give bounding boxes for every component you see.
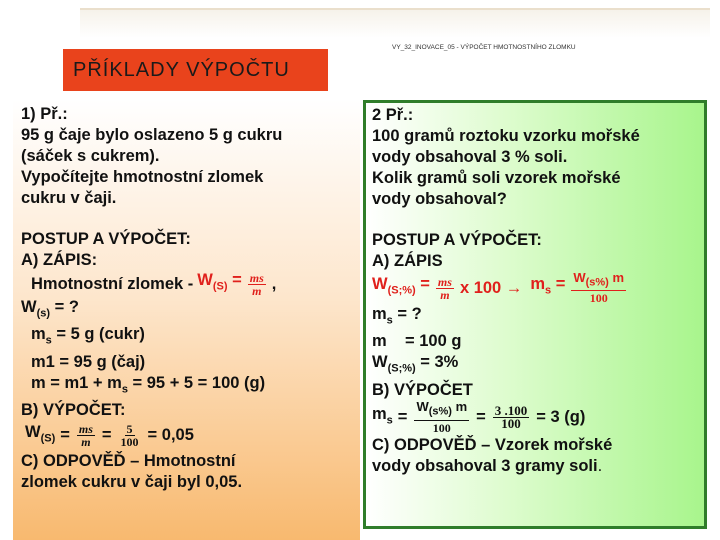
ex2-formula-fraction-1: $\frac{ms}{m}$ — [437, 274, 452, 302]
ex1-ms-line: $m_s = 5$ g (cukr) — [31, 325, 145, 347]
ex1-answer-line: zlomek cukru v čaji byl 0,05. — [21, 472, 243, 491]
ex1-zapis-heading: A) ZÁPIS: — [21, 251, 98, 269]
decorative-top-bar — [80, 8, 710, 38]
ex2-w-line: $W_{(S;\%)} = 3\%$ — [372, 353, 459, 375]
ex2-calc-fraction-2: $\frac{3 .100}{100}$ — [494, 403, 528, 432]
ex1-vypocet-heading: B) VÝPOČET: — [21, 400, 126, 419]
ex2-text-line: Kolik gramů soli vzorek mořské — [372, 169, 621, 187]
ex2-formula-fraction-2: $\frac{W_{(s\%)} m}{100}$ — [573, 269, 625, 306]
ex1-heading: 1) Př.: — [21, 105, 68, 123]
ex2-vypocet-heading: B) VÝPOČET — [372, 380, 473, 399]
ex2-postup-heading: POSTUP A VÝPOČET: — [372, 231, 542, 249]
ex1-formula-line — [21, 271, 352, 297]
ex2-calc-fraction-1: $\frac{W_{(s\%)} m}{100}$ — [416, 399, 468, 435]
ex1-formula-w: $W_{(S)}$ = — [197, 271, 242, 293]
ex1-calc-fraction-1: $\frac{ms}{m}$ — [78, 422, 93, 450]
ex1-text-line: Vypočítejte hmotnostní zlomek — [21, 168, 264, 186]
ex1-text-line: cukru v čaji. — [21, 189, 117, 207]
ex2-answer-line: vody obsahoval 3 gramy soli. — [372, 456, 603, 475]
ex1-formula-label: Hmotnostní zlomek - — [31, 274, 194, 293]
ex1-formula-fraction: $\frac{ms}{m}$ — [249, 270, 264, 298]
header-meta: VY_32_INOVACE_05 - VÝPOČET HMOTNOSTNÍHO ZLOMKU — [392, 44, 576, 51]
ex2-ms-line: $m_s$ = ? — [372, 305, 422, 327]
ex2-text-line: 100 gramů roztoku vzorku mořské — [372, 127, 640, 145]
example-1-panel — [13, 100, 360, 540]
ex1-formula-comma: , — [271, 274, 277, 293]
ex2-text-line: vody obsahoval? — [372, 190, 507, 208]
example-2-panel — [363, 100, 707, 529]
ex1-calc-line: $W_{(S)}$ = $\frac{ms}{m}$ = $\frac{5}{100}$ = 0,05 — [25, 422, 194, 450]
ex2-answer-line: C) ODPOVĚĎ – Vzorek mořské — [372, 435, 613, 454]
title-box — [63, 49, 328, 91]
ex1-text-line: 95 g čaje bylo oslazeno 5 g cukru — [21, 126, 283, 144]
ex2-m-line: m = 100 g — [372, 332, 462, 351]
ex1-m-line: $m = m1 + m_s = 95 + 5 = 100$ (g) — [31, 373, 266, 395]
ex2-text-line: vody obsahoval 3 % soli. — [372, 148, 568, 166]
ex1-ws-line: $W_{(s)}$ = ? — [21, 298, 79, 320]
ex2-zapis-heading: A) ZÁPIS — [372, 252, 443, 270]
ex1-postup-heading: POSTUP A VÝPOČET: — [21, 230, 191, 248]
ex1-text-line: (sáček s cukrem). — [21, 147, 160, 165]
ex2-formula-line: $W_{(S;\%)}$ = $\frac{ms}{m}$ x 100 → $m_s$ = $\frac{W_{(s\%)} m}{100}$ — [372, 269, 625, 306]
ex2-heading: 2 Př.: — [372, 106, 414, 124]
ex1-m1-line: m1 = 95 g (čaj) — [31, 352, 146, 371]
ex1-answer-line: C) ODPOVĚĎ – Hmotnostní — [21, 451, 236, 470]
page-title: PŘÍKLADY VÝPOČTU — [73, 58, 290, 81]
ex1-calc-fraction-2: $\frac{5}{100}$ — [120, 422, 139, 450]
ex2-calc-line: $m_s$ = $\frac{W_{(s\%)} m}{100}$ = $\frac{3 .100}{100}$ = 3 (g) — [372, 399, 586, 435]
